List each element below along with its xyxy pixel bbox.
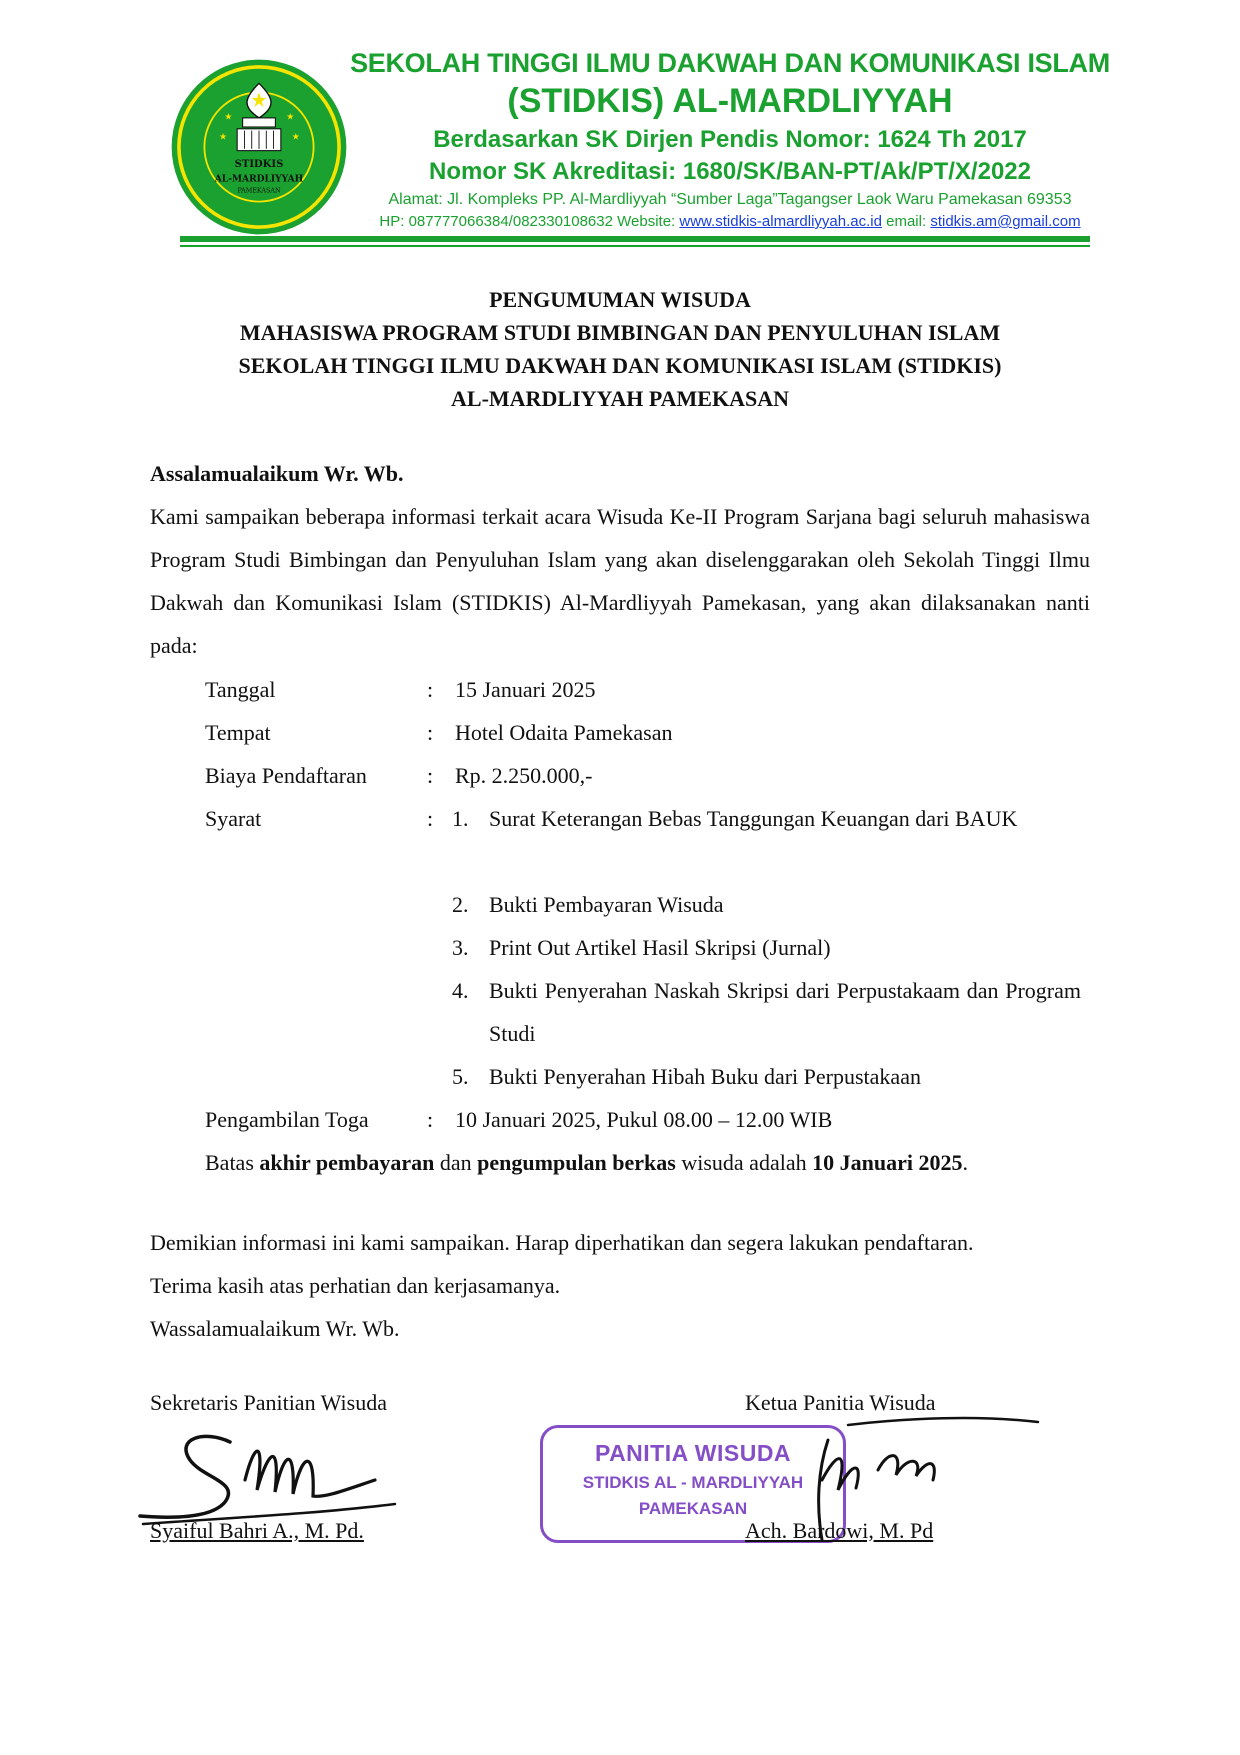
title-line4: AL-MARDLIYYAH PAMEKASAN	[451, 386, 789, 411]
fee-label: Biaya Pendaftaran	[205, 763, 367, 788]
requirement-text: Print Out Artikel Hasil Skripsi (Jurnal)	[489, 935, 831, 960]
requirement-text: Bukti Penyerahan Naskah Skripsi dari Perpustakaam dan Program Studi	[489, 978, 1081, 1046]
deadline-date: 10 Januari 2025	[812, 1150, 963, 1175]
letterhead-address: Alamat: Jl. Kompleks PP. Al-Mardliyyah “Sumber Laga”Tagangser Laok Waru Pamekasan 69353	[388, 191, 1072, 208]
svg-text:STIDKIS: STIDKIS	[234, 159, 284, 171]
stamp-line2: STIDKIS AL - MARDLIYYAH	[582, 1473, 804, 1492]
letterhead-line1: SEKOLAH TINGGI ILMU DAKWAH DAN KOMUNIKASI ISLAM	[350, 48, 1110, 78]
requirement-text: Surat Keterangan Bebas Tanggungan Keuangan dari BAUK	[489, 806, 1018, 831]
title-line3: SEKOLAH TINGGI ILMU DAKWAH DAN KOMUNIKASI ISLAM (STIDKIS)	[238, 353, 1002, 378]
requirement-text: Bukti Pembayaran Wisuda	[489, 892, 724, 917]
deadline-text: Batas	[205, 1150, 260, 1175]
contact-prefix: HP: 087777066384/082330108632 Website:	[379, 213, 680, 230]
closing-line1: Demikian informasi ini kami sampaikan. Harap diperhatikan dan segera lakukan pendaftaran.	[150, 1230, 974, 1255]
date-colon: :	[427, 677, 434, 702]
requirement-number: 5.	[452, 1064, 469, 1089]
place-colon: :	[427, 720, 434, 745]
email-prefix: email:	[881, 213, 931, 230]
deadline-text: dan	[434, 1150, 478, 1175]
requirements-colon: :	[427, 806, 434, 831]
toga-colon: :	[427, 1107, 434, 1132]
requirement-number: 4.	[452, 978, 469, 1003]
institution-logo	[168, 56, 350, 238]
deadline-note	[205, 1141, 968, 1184]
svg-text:★: ★	[218, 131, 228, 142]
intro-paragraph: Kami sampaikan beberapa informasi terkait acara Wisuda Ke-II Program Sarjana bagi seluruh mahasiswa Program Studi Bimbingan dan Penyuluhan Islam yang akan diselenggarakan oleh Sekolah Tinggi Ilmu Dakwah dan Komunikasi Islam (STIDKIS) Al-Mardliyyah Pamekasan, yang akan dilaksanakan nanti pada:	[150, 504, 1090, 658]
title-line2: MAHASISWA PROGRAM STUDI BIMBINGAN DAN PENYULUHAN ISLAM	[239, 320, 1001, 345]
left-signer-title: Sekretaris Panitian Wisuda	[150, 1390, 387, 1415]
svg-text:AL-MARDLIYYAH: AL-MARDLIYYAH	[214, 173, 304, 185]
date-label: Tanggal	[205, 677, 276, 702]
website-link[interactable]: www.stidkis-almardliyyah.ac.id	[679, 213, 882, 230]
date-value: 15 Januari 2025	[455, 677, 596, 702]
letterhead-contact	[330, 213, 1130, 230]
stamp-line3: PAMEKASAN	[638, 1499, 748, 1518]
closing-line2: Terima kasih atas perhatian dan kerjasamanya.	[150, 1273, 561, 1298]
place-label: Tempat	[205, 720, 271, 745]
requirement-text: Bukti Penyerahan Hibah Buku dari Perpustakaan	[489, 1064, 921, 1089]
letterhead-line3: Berdasarkan SK Dirjen Pendis Nomor: 1624 Th 2017	[433, 126, 1027, 153]
requirement-number: 2.	[452, 892, 469, 917]
deadline-bold: akhir pembayaran	[259, 1150, 435, 1175]
requirement-number: 1.	[452, 806, 469, 831]
deadline-bold: pengumpulan berkas	[477, 1150, 676, 1175]
letterhead-line4: Nomor SK Akreditasi: 1680/SK/BAN-PT/Ak/PT/X/2022	[429, 158, 1031, 185]
svg-text:★: ★	[291, 131, 300, 142]
letterhead-rule-thin	[180, 245, 1090, 247]
left-signer-name: Syaiful Bahri A., M. Pd.	[150, 1518, 364, 1543]
closing-line3: Wassalamualaikum Wr. Wb.	[150, 1316, 400, 1341]
toga-label: Pengambilan Toga	[205, 1107, 369, 1132]
stamp-line1: PANITIA WISUDA	[594, 1440, 792, 1466]
deadline-text: wisuda adalah	[675, 1150, 813, 1175]
email-link[interactable]: stidkis.am@gmail.com	[930, 213, 1081, 230]
right-signer-title: Ketua Panitia Wisuda	[745, 1390, 936, 1415]
letterhead-line2: (STIDKIS) AL-MARDLIYYAH	[507, 82, 953, 120]
letterhead-rule-thick	[180, 236, 1090, 242]
right-signer-name: Ach. Bardowi, M. Pd	[745, 1518, 934, 1543]
svg-text:★: ★	[224, 111, 233, 122]
fee-value: Rp. 2.250.000,-	[455, 763, 593, 788]
toga-value: 10 Januari 2025, Pukul 08.00 – 12.00 WIB	[455, 1107, 833, 1132]
svg-text:★: ★	[286, 111, 295, 122]
deadline-text: .	[962, 1150, 968, 1175]
place-value: Hotel Odaita Pamekasan	[455, 720, 673, 745]
svg-text:PAMEKASAN: PAMEKASAN	[237, 186, 281, 195]
requirement-number: 3.	[452, 935, 469, 960]
requirements-label: Syarat	[205, 806, 262, 831]
fee-colon: :	[427, 763, 434, 788]
greeting: Assalamualaikum Wr. Wb.	[150, 461, 404, 486]
title-line1: PENGUMUMAN WISUDA	[489, 287, 751, 312]
